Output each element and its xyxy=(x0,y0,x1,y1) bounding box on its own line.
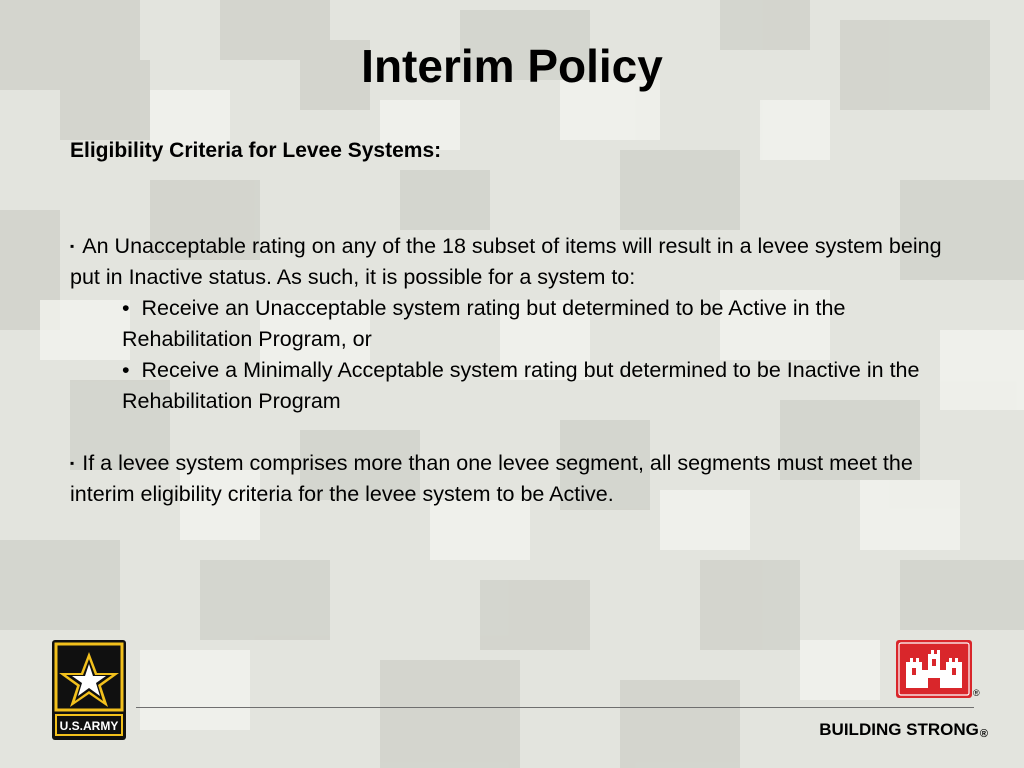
building-strong-tagline xyxy=(819,720,988,740)
bullet-text: If a levee system comprises more than one levee segment, all segments must meet the interim eligibility criteria for the levee system to be Active. xyxy=(70,451,913,506)
square-bullet-icon: ▪ xyxy=(70,239,75,253)
slide-title: Interim Policy xyxy=(361,40,663,92)
tagline-text: BUILDING STRONG xyxy=(819,720,979,739)
registered-mark: ® xyxy=(973,688,980,698)
slide-subtitle: Eligibility Criteria for Levee Systems: xyxy=(70,139,442,162)
bullet-item xyxy=(70,448,960,510)
sub-bullet-item xyxy=(122,293,960,355)
dot-bullet-icon: • xyxy=(122,296,130,320)
slide-body xyxy=(70,231,960,510)
sub-bullet-text: Receive a Minimally Acceptable system rating but determined to be Inactive in the Rehabilitation Program xyxy=(122,358,920,413)
tagline-registered-mark: ® xyxy=(979,728,988,740)
castle-logo xyxy=(896,640,972,698)
square-bullet-icon: ▪ xyxy=(70,456,75,470)
sub-bullet-text: Receive an Unacceptable system rating but determined to be Active in the Rehabilitation Program, or xyxy=(122,296,846,351)
sub-bullet-item xyxy=(122,355,960,417)
us-army-logo-text: U.S.ARMY xyxy=(59,719,119,733)
bullet-text: An Unacceptable rating on any of the 18 subset of items will result in a levee system being put in Inactive status. As such, it is possible for a system to: xyxy=(70,234,942,289)
us-army-logo xyxy=(52,640,126,740)
footer-divider xyxy=(136,707,974,708)
dot-bullet-icon: • xyxy=(122,358,130,382)
bullet-item xyxy=(70,231,960,293)
